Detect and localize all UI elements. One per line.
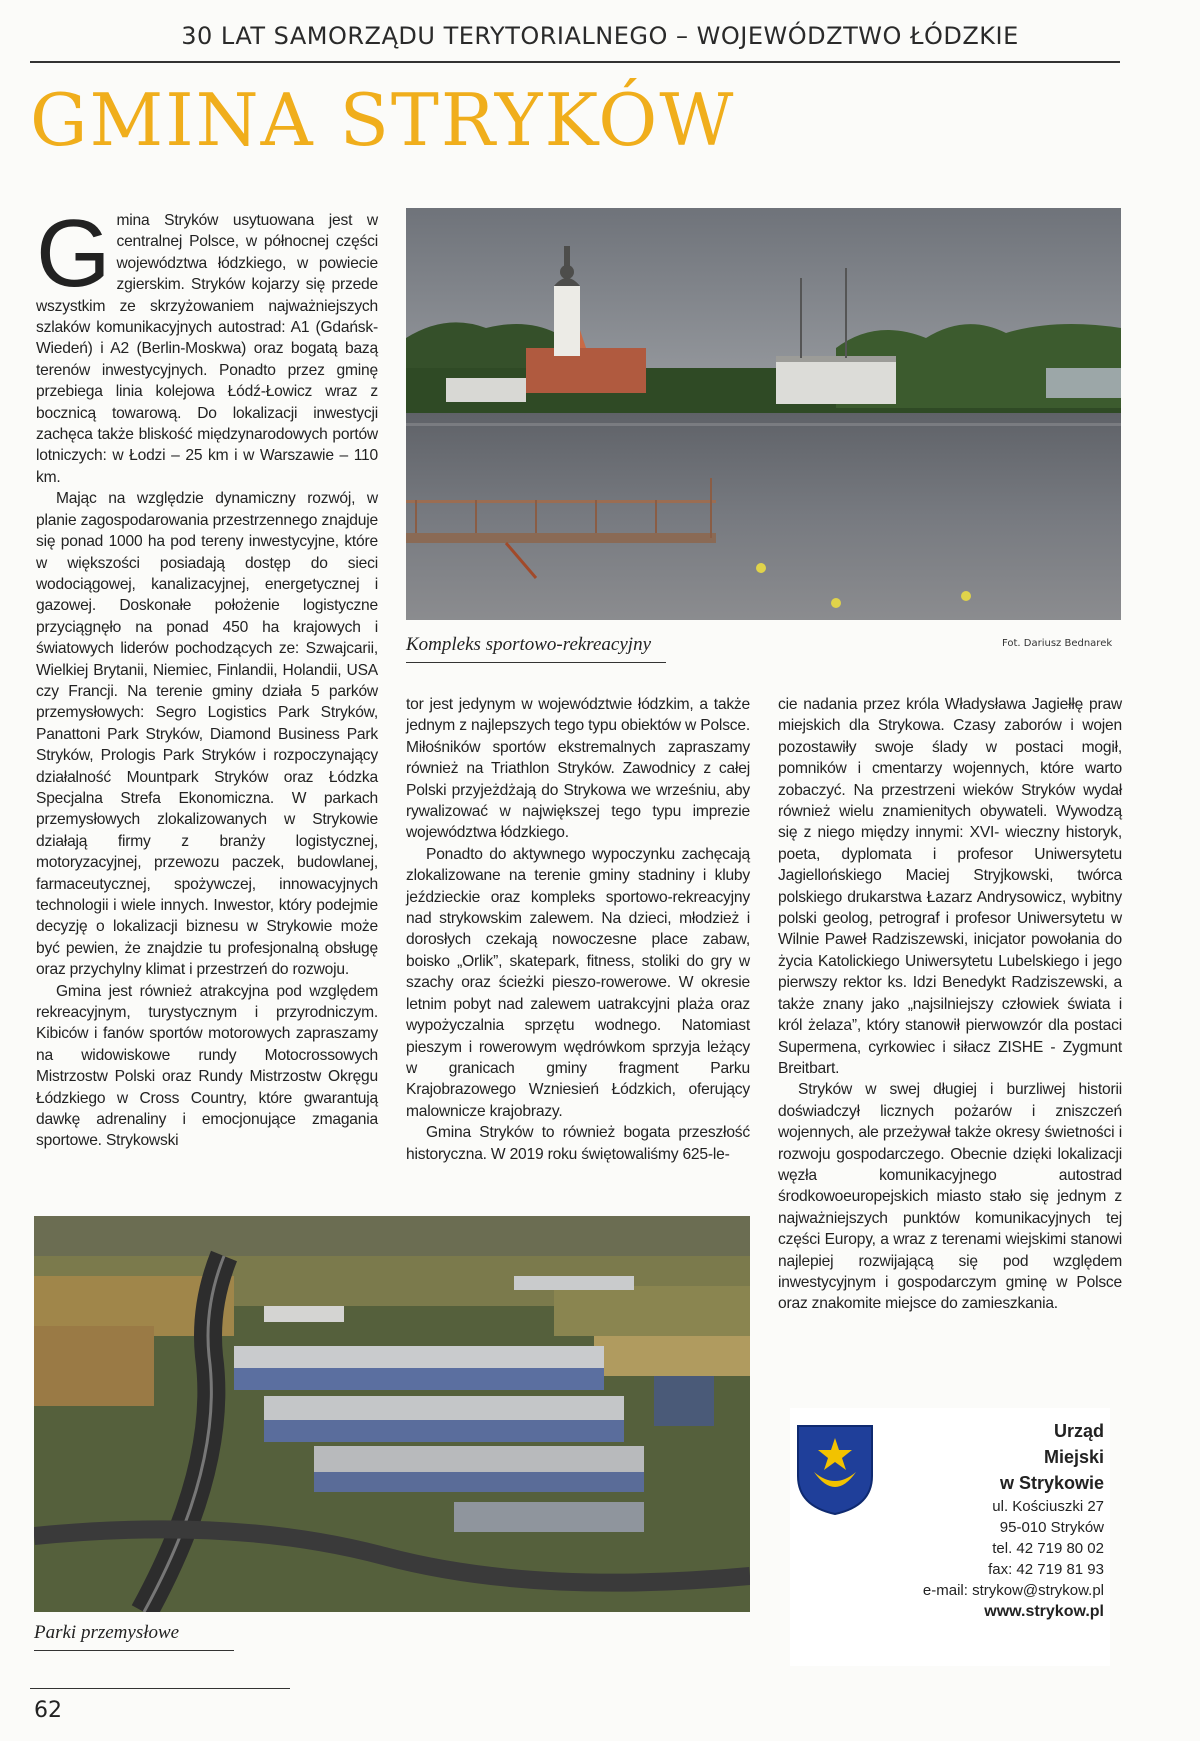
- address-street: ul. Kościuszki 27: [992, 1498, 1104, 1515]
- article-paragraph: Gmina jest również atrakcyjna pod względem rekreacyjnym, turystycznym i przyrodniczym. Kibiców i fanów sportów motorowych zapraszamy na widowiskowe rundy Motocrossowych Mistrzostw Polski oraz Rundy Mistrzostw Okręgu Łódzkiego w Cross Country, które gwarantują dawkę adrenaliny i emocjonujące zmagania sportowe. Strykowski: [36, 982, 378, 1150]
- lake-image: [406, 208, 1121, 620]
- article-column-2: [406, 694, 750, 1165]
- footer-rule: [30, 1688, 290, 1689]
- caption-rule: [34, 1650, 234, 1651]
- running-head: 30 LAT SAMORZĄDU TERYTORIALNEGO – WOJEWÓDZTWO ŁÓDZKIE: [181, 22, 1019, 50]
- aerial-photo-caption: Parki przemysłowe: [34, 1622, 180, 1643]
- coat-of-arms-icon: [796, 1424, 874, 1516]
- article-paragraph: Ponadto do aktywnego wypoczynku zachęcają zlokalizowane na terenie gminy stadniny i kluby jeździeckie oraz kompleks sportowo-rekreacyjny nad strykowskim zalewem. Na dzieci, młodzież i dorosłych czekają nowoczesne place zabaw, boisko „Orlik”, skatepark, fitness, stoliki do gry w szachy oraz ścieżki pieszo-rowerowe. W okresie letnim pobyt nad zalewem uatrakcyjni plaża oraz wypożyczalnia sprzętu wodnego. Natomiast pieszym i rowerowym wędrówkom sprzyja leżący w granicach gminy fragment Parku Krajobrazowego Wzniesień Łódzkich, oferujący malownicze krajobrazy.: [406, 845, 750, 1120]
- phone-number: tel. 42 719 80 02: [992, 1540, 1104, 1557]
- article-paragraph: Gmina Stryków usytuowana jest w centralnej Polsce, w północnej części województwa łódzkiego, w powiecie zgierskim. Stryków kojarzy się przede wszystkim ze skrzyżowaniem najważniejszych szlaków komunikacyjnych autostrad: A1 (Gdańsk-Wiedeń) i A2 (Berlin-Moskwa) oraz bogatą bazą terenów inwestycyjnych. Ponadto przez gminę przebiega linia kolejowa Łódź-Łowicz wraz z bocznicą towarową. Do lokalizacji inwestycji zachęca także bliskość międzynarodowych portów lotniczych: w Łodzi – 25 km i w Warszawie – 110 km.: [36, 200, 378, 486]
- article-paragraph: Stryków w swej długiej i burzliwej historii doświadczył licznych pożarów i zniszczeń wojennych, ale przeżywał także okresy świetności i rozwoju gospodarczego. Obecnie dzięki lokalizacji węzła komunikacyjnego autostrad środkowoeuropejskich miasto stało się jednym z najważniejszych punktów komunikacyjnych tej części Europy, a wraz z terenami wiejskimi stanowi najlepiej rozwijającą się pod względem inwestycyjnym i gospodarczym gminę w Polsce oraz znakomite miejsce do zamieszkania.: [778, 1081, 1122, 1313]
- article-paragraph: Gmina Stryków to również bogata przeszłość historyczna. W 2019 roku świętowaliśmy 625-le-: [406, 1124, 750, 1163]
- lake-photo: [406, 208, 1121, 620]
- aerial-photo: [34, 1216, 750, 1612]
- lake-photo-caption: Kompleks sportowo-rekreacyjny: [406, 634, 652, 655]
- office-name-line: w Strykowie: [999, 1473, 1104, 1493]
- header-rule: [30, 61, 1120, 63]
- photo-credit: Fot. Dariusz Bednarek: [1002, 638, 1113, 649]
- address-postal: 95-010 Stryków: [999, 1519, 1104, 1536]
- email-address: e-mail: strykow@strykow.pl: [922, 1582, 1104, 1599]
- article-paragraph: cie nadania przez króla Władysława Jagiełłę praw miejskich dla Strykowa. Czasy zaborów i wojen pozostawiły swoje ślady w postaci mogił, pomników i cmentarzy wojennych, które warto zobaczyć. Na przestrzeni wieków Stryków wydał również wielu znamienitych obywateli. Wywodzą się z niego między innymi: XVI- wieczny historyk, poeta, dyplomata i profesor Uniwersytetu Jagiellońskiego Maciej Stryjkowski, twórca polskiego drukarstwa Łazarz Andrysowicz, wybitny polski geolog, petrograf i profesor Uniwersytetu w Wilnie Paweł Radziszewski, inicjator powołania do życia Katolickiego Uniwersytetu Lubelskiego i jego pierwszy rektor ks. Idzi Benedykt Radziszewski, a także znany jako „najsilniejszy człowiek świata i król żelaza”, który stanowił pierwowzór dla postaci Supermena, cyrkowiec i siłacz ZISHE - Zygmunt Breitbart.: [778, 696, 1122, 1077]
- caption-rule: [406, 662, 666, 663]
- article-paragraph: tor jest jedynym w województwie łódzkim, a także jednym z najlepszych tego typu obiektów w Polsce. Miłośników sportów ekstremalnych zapraszamy również na Triathlon Stryków. Zawodnicy z całej Polski przyjeżdżają do Strykowa we wrześniu, aby rywalizować w największej tego typu imprezie województwa łódzkiego.: [406, 696, 750, 842]
- contact-box: [790, 1408, 1110, 1666]
- office-name-line: Miejski: [1043, 1447, 1104, 1467]
- article-title: GMINA STRYKÓW: [30, 78, 736, 162]
- website-address: www.strykow.pl: [984, 1603, 1104, 1620]
- aerial-image: [34, 1216, 750, 1612]
- fax-number: fax: 42 719 81 93: [988, 1561, 1104, 1578]
- page-number: 62: [34, 1698, 62, 1723]
- office-name-line: Urząd: [1053, 1421, 1104, 1441]
- drop-cap: G: [36, 200, 111, 307]
- contact-details: [923, 1418, 1104, 1622]
- article-column-3: [778, 694, 1122, 1315]
- article-column-1: [36, 200, 378, 1152]
- article-paragraph: Mając na względzie dynamiczny rozwój, w planie zagospodarowania przestrzennego znajduje się ponad 1000 ha pod tereny inwestycyjne, które w większości posiadają dostęp do sieci wodociągowej, kanalizacyjnej, energetycznej i gazowej. Doskonałe położenie logistyczne przyciągnęło na ponad 450 ha krajowych i światowych liderów pochodzących ze: Szwajcarii, Wielkiej Brytanii, Niemiec, Finlandii, Holandii, USA czy Francji. Na terenie gminy działa 5 parków przemysłowych: Segro Logistics Park Stryków, Panattoni Park Stryków, Diamond Business Park Stryków, Prologis Park Stryków i rozpoczynający działalność Mountpark Stryków oraz Łódzka Specjalna Strefa Ekonomiczna. W parkach przemysłowych zlokalizowanych w Strykowie działają firmy z branży logistycznej, motoryzacyjnej, przewozu paczek, budowlanej, farmaceutycznej, spożywczej, innowacyjnych technologii i wiele innych. Inwestor, który podejmie decyzję o lokalizacji biznesu w Strykowie może być pewien, że znajdzie tu profesjonalną obsługę oraz przychylny klimat i przestrzeń do rozwoju.: [36, 490, 378, 979]
